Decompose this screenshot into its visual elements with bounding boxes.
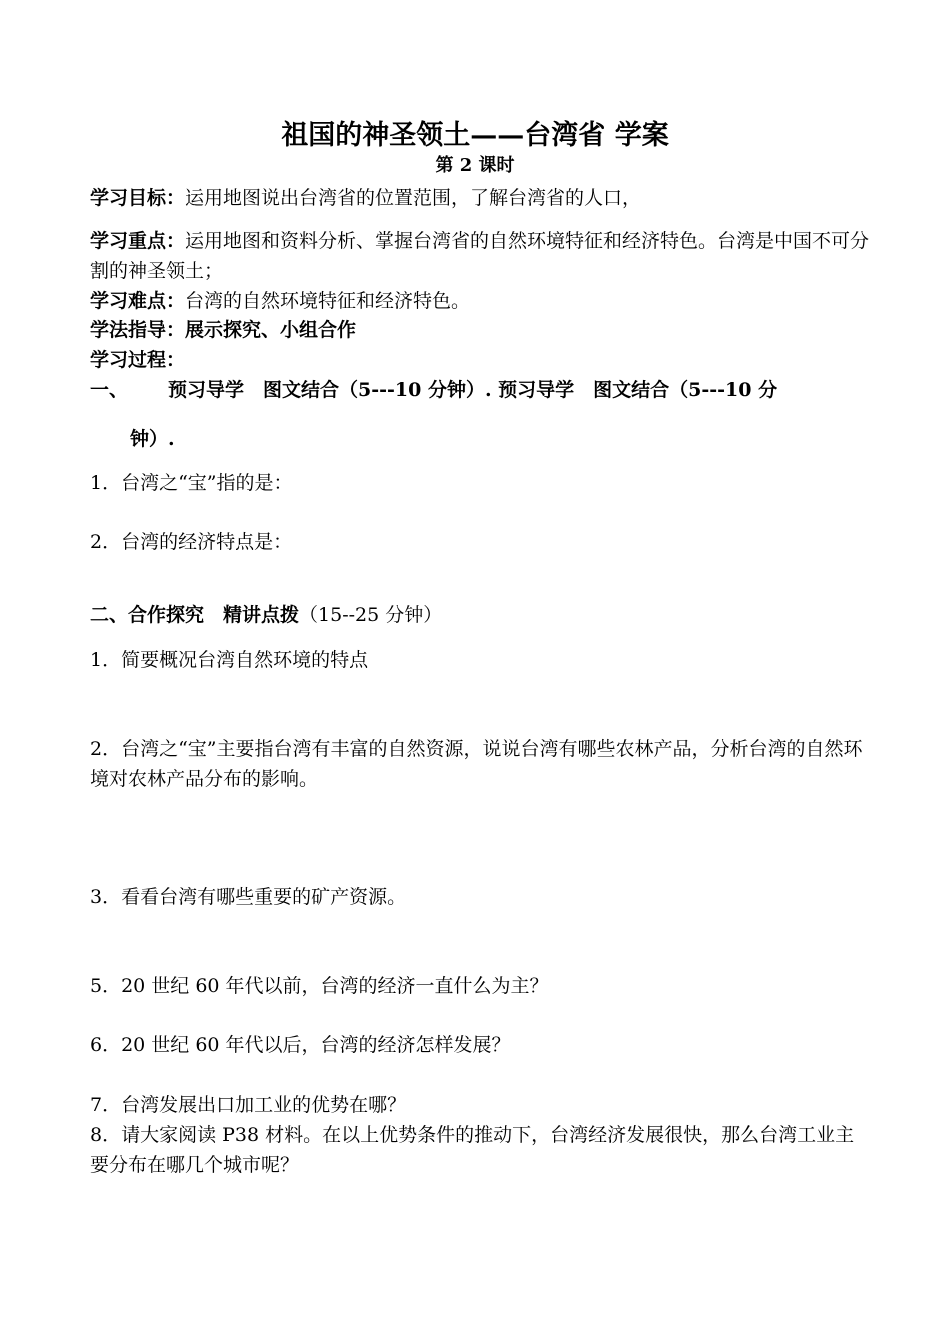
method-line — [90, 315, 870, 345]
section2-title: 二、合作探究 精讲点拨 — [90, 604, 300, 626]
question-7: 7．台湾发展出口加工业的优势在哪？ — [90, 1094, 407, 1116]
process-label: 学习过程： — [90, 349, 186, 371]
question-2: 2．台湾之“宝”主要指台湾有丰富的自然资源，说说台湾有哪些农林产品，分析台湾的自然环境对农林产品分布的影响。 — [90, 738, 863, 790]
section2-time: （15--25 分钟） — [299, 604, 443, 626]
section1-title-line2: 钟）. — [130, 428, 175, 450]
document-title: 祖国的神圣领土——台湾省 学案 — [281, 120, 669, 151]
question-5: 5．20 世纪 60 年代以前，台湾的经济一直什么为主？ — [90, 975, 549, 997]
difficulties-label: 学习难点： — [90, 290, 186, 312]
question-8: 8．请大家阅读 P38 材料。在以上优势条件的推动下，台湾经济发展很快，那么台湾工业主要分布在哪几个城市呢？ — [90, 1124, 855, 1176]
question-6: 6．20 世纪 60 年代以后，台湾的经济怎样发展？ — [90, 1034, 511, 1056]
section2-heading — [90, 600, 870, 630]
method-text: 展示探究、小组合作 — [185, 319, 357, 341]
key-points-label: 学习重点： — [90, 230, 186, 252]
objectives-line — [90, 183, 870, 213]
key-points-text: 运用地图和资料分析、掌握台湾省的自然环境特征和经济特色。台湾是中国不可分割的神圣领土； — [90, 230, 870, 282]
preview-question-2: 2．台湾的经济特点是： — [90, 531, 293, 553]
lesson-number: 第 2 课时 — [435, 155, 515, 176]
key-points-line — [90, 226, 870, 286]
question-3: 3．看看台湾有哪些重要的矿产资源。 — [90, 886, 407, 908]
method-label: 学法指导： — [90, 319, 186, 341]
difficulties-text: 台湾的自然环境特征和经济特色。 — [185, 290, 471, 312]
preview-question-1: 1．台湾之“宝”指的是： — [90, 472, 293, 494]
objectives-text: 运用地图说出台湾省的位置范围，了解台湾省的人口， — [185, 187, 642, 209]
objectives-label: 学习目标： — [90, 187, 186, 209]
section1-title-line1: 预习导学 图文结合（5---10 分钟）. 预习导学 图文结合（5---10 分 — [168, 379, 778, 401]
section1-number: 一、 — [90, 379, 129, 401]
section1-heading — [90, 375, 870, 405]
difficulties-line — [90, 286, 870, 316]
question-1: 1．简要概况台湾自然环境的特点 — [90, 649, 369, 671]
